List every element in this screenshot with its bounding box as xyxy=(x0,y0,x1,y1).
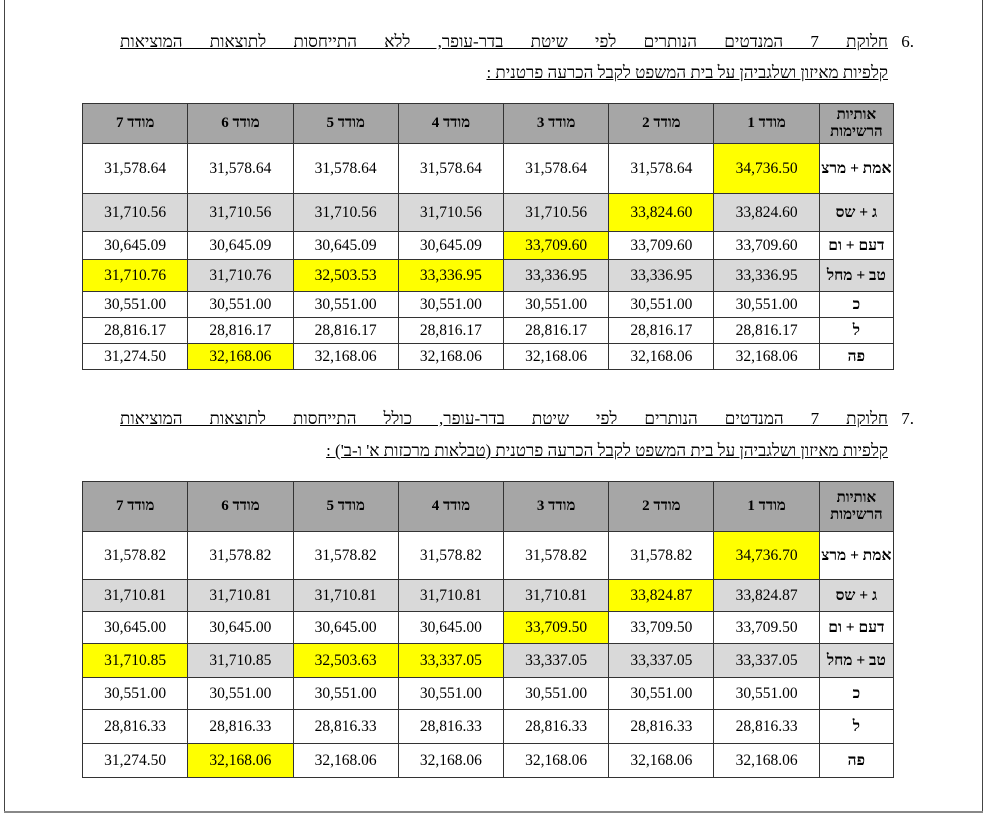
section-7-subtitle: קלפיות מאיזון ושלגביהן על בית המשפט לקבל הכרעה פרטנית (טבלאות מרכזות א' ו-ב') : xyxy=(326,441,888,460)
row-label: כ xyxy=(819,292,893,318)
table-cell: 31,578.64 xyxy=(398,144,503,194)
table-cell: 28,816.17 xyxy=(714,318,819,344)
row-label: טב + מחל xyxy=(819,260,893,292)
table-cell: 28,816.17 xyxy=(83,318,188,344)
table-cell: 31,710.56 xyxy=(188,194,293,232)
table-row xyxy=(83,532,894,580)
table-cell: 28,816.33 xyxy=(609,710,714,744)
table-cell: 30,645.09 xyxy=(188,232,293,260)
table-cell: 31,578.82 xyxy=(398,532,503,580)
table-cell: 31,578.64 xyxy=(188,144,293,194)
row-label: ל xyxy=(819,710,893,744)
table-cell: 28,816.33 xyxy=(398,710,503,744)
table-row xyxy=(83,644,894,678)
table-cell: 30,645.09 xyxy=(83,232,188,260)
table-cell: 30,551.00 xyxy=(188,292,293,318)
table-cell: 31,710.76 xyxy=(83,260,188,292)
table-row xyxy=(83,260,894,292)
table-cell: 33,709.60 xyxy=(609,232,714,260)
table-cell: 33,709.50 xyxy=(504,612,609,644)
column-header-surveyor-2: מודד 2 xyxy=(609,104,714,144)
table-cell: 28,816.33 xyxy=(714,710,819,744)
column-header-surveyor-4: מודד 4 xyxy=(398,104,503,144)
table-row xyxy=(83,710,894,744)
table-cell: 31,578.82 xyxy=(609,532,714,580)
table-cell: 31,274.50 xyxy=(83,344,188,370)
table-cell: 30,645.00 xyxy=(398,612,503,644)
table-cell: 34,736.70 xyxy=(714,532,819,580)
column-header-surveyor-1: מודד 1 xyxy=(714,104,819,144)
table-cell: 31,578.64 xyxy=(293,144,398,194)
table-cell: 30,551.00 xyxy=(293,292,398,318)
table-cell: 32,168.06 xyxy=(714,344,819,370)
table-cell: 31,578.64 xyxy=(504,144,609,194)
table-cell: 33,337.05 xyxy=(398,644,503,678)
table-cell: 32,168.06 xyxy=(188,744,293,778)
row-label: דעם + ום xyxy=(819,232,893,260)
row-label: ל xyxy=(819,318,893,344)
table-cell: 33,336.95 xyxy=(398,260,503,292)
table-cell: 31,710.81 xyxy=(188,580,293,612)
table-row xyxy=(83,194,894,232)
table-cell: 33,824.87 xyxy=(714,580,819,612)
table-cell: 33,337.05 xyxy=(504,644,609,678)
table-row xyxy=(83,144,894,194)
table-cell: 30,645.00 xyxy=(83,612,188,644)
row-label: אמת + מרצ xyxy=(819,144,893,194)
table-cell: 30,551.00 xyxy=(293,678,398,710)
section-7-heading xyxy=(120,409,914,429)
table-cell: 33,337.05 xyxy=(714,644,819,678)
table-cell: 28,816.33 xyxy=(83,710,188,744)
table-cell: 33,824.87 xyxy=(609,580,714,612)
table-cell: 30,551.00 xyxy=(609,678,714,710)
table-cell: 31,274.50 xyxy=(83,744,188,778)
row-label: טב + מחל xyxy=(819,644,893,678)
bottom-divider xyxy=(4,811,983,813)
column-header-surveyor-6: מודד 6 xyxy=(188,482,293,532)
table-cell: 28,816.33 xyxy=(504,710,609,744)
column-header-surveyor-5: מודד 5 xyxy=(293,104,398,144)
table-cell: 33,709.50 xyxy=(714,612,819,644)
table-cell: 32,168.06 xyxy=(293,344,398,370)
table-row xyxy=(83,232,894,260)
table-cell: 31,578.64 xyxy=(609,144,714,194)
table-cell: 28,816.17 xyxy=(398,318,503,344)
table-cell: 30,551.00 xyxy=(83,292,188,318)
row-label: פה xyxy=(819,344,893,370)
section-7-table xyxy=(82,481,894,778)
row-label: כ xyxy=(819,678,893,710)
table-cell: 31,710.56 xyxy=(293,194,398,232)
table-cell: 32,503.53 xyxy=(293,260,398,292)
row-label: פה xyxy=(819,744,893,778)
table-cell: 30,645.09 xyxy=(398,232,503,260)
section-7-title: חלוקת 7 המנדטים הנותרים לפי שיטת בדר-עופר, כולל התייחסות לתוצאות המוציאות xyxy=(120,409,888,428)
table-cell: 28,816.17 xyxy=(504,318,609,344)
table-cell: 33,337.05 xyxy=(609,644,714,678)
table-cell: 33,336.95 xyxy=(504,260,609,292)
table-cell: 33,824.60 xyxy=(609,194,714,232)
table-cell: 30,551.00 xyxy=(83,678,188,710)
column-header-surveyor-7: מודד 7 xyxy=(83,482,188,532)
table-cell: 28,816.17 xyxy=(609,318,714,344)
table-cell: 31,710.81 xyxy=(398,580,503,612)
table-cell: 30,551.00 xyxy=(714,678,819,710)
table-cell: 31,710.56 xyxy=(398,194,503,232)
column-header-surveyor-1: מודד 1 xyxy=(714,482,819,532)
table-cell: 30,551.00 xyxy=(504,292,609,318)
column-header-surveyor-6: מודד 6 xyxy=(188,104,293,144)
row-label: ג + שס xyxy=(819,580,893,612)
table-cell: 30,645.09 xyxy=(293,232,398,260)
row-label: דעם + ום xyxy=(819,612,893,644)
table-cell: 30,551.00 xyxy=(398,678,503,710)
table-row xyxy=(83,612,894,644)
table-row xyxy=(83,344,894,370)
column-header-surveyor-2: מודד 2 xyxy=(609,482,714,532)
table-row xyxy=(83,678,894,710)
table-cell: 33,709.60 xyxy=(714,232,819,260)
table-cell: 32,503.63 xyxy=(293,644,398,678)
column-header-surveyor-3: מודד 3 xyxy=(504,104,609,144)
column-header-surveyor-5: מודד 5 xyxy=(293,482,398,532)
column-header-surveyor-3: מודד 3 xyxy=(504,482,609,532)
table-cell: 32,168.06 xyxy=(188,344,293,370)
table-header-row xyxy=(83,104,894,144)
column-header-surveyor-7: מודד 7 xyxy=(83,104,188,144)
table-row xyxy=(83,318,894,344)
table-cell: 28,816.17 xyxy=(188,318,293,344)
table-cell: 31,578.82 xyxy=(504,532,609,580)
table-cell: 31,578.82 xyxy=(188,532,293,580)
table-cell: 31,578.82 xyxy=(293,532,398,580)
table-cell: 33,824.60 xyxy=(714,194,819,232)
table-cell: 31,578.82 xyxy=(83,532,188,580)
table-cell: 30,551.00 xyxy=(609,292,714,318)
table-cell: 28,816.33 xyxy=(293,710,398,744)
table-cell: 33,336.95 xyxy=(609,260,714,292)
section-6-title: חלוקת 7 המנדטים הנותרים לפי שיטת בדר-עופר, ללא התייחסות לתוצאות המוציאות xyxy=(120,32,888,51)
section-6-table xyxy=(82,103,894,370)
table-cell: 31,710.81 xyxy=(83,580,188,612)
table-cell: 32,168.06 xyxy=(609,744,714,778)
table-cell: 32,168.06 xyxy=(398,344,503,370)
table-cell: 31,710.56 xyxy=(504,194,609,232)
table-cell: 33,336.95 xyxy=(714,260,819,292)
table-cell: 31,710.81 xyxy=(293,580,398,612)
table-cell: 32,168.06 xyxy=(504,744,609,778)
table-cell: 32,168.06 xyxy=(398,744,503,778)
table-cell: 31,578.64 xyxy=(83,144,188,194)
table-cell: 31,710.81 xyxy=(504,580,609,612)
table-cell: 30,551.00 xyxy=(714,292,819,318)
table-cell: 32,168.06 xyxy=(293,744,398,778)
table-row xyxy=(83,580,894,612)
section-7-number: 7. xyxy=(901,409,914,428)
table-cell: 31,710.76 xyxy=(188,260,293,292)
table-cell: 30,551.00 xyxy=(188,678,293,710)
table-cell: 30,551.00 xyxy=(504,678,609,710)
column-header-lists: אותיות הרשימות xyxy=(819,482,893,532)
table-cell: 30,645.00 xyxy=(188,612,293,644)
table-cell: 30,645.00 xyxy=(293,612,398,644)
table-cell: 28,816.17 xyxy=(293,318,398,344)
table-cell: 30,551.00 xyxy=(398,292,503,318)
column-header-surveyor-4: מודד 4 xyxy=(398,482,503,532)
table-cell: 28,816.33 xyxy=(188,710,293,744)
table-cell: 33,709.50 xyxy=(609,612,714,644)
table-cell: 31,710.85 xyxy=(83,644,188,678)
table-cell: 34,736.50 xyxy=(714,144,819,194)
section-6-heading xyxy=(120,32,914,52)
table-cell: 31,710.85 xyxy=(188,644,293,678)
table-cell: 31,710.56 xyxy=(83,194,188,232)
table-row xyxy=(83,292,894,318)
table-cell: 32,168.06 xyxy=(609,344,714,370)
table-row xyxy=(83,744,894,778)
table-cell: 33,709.60 xyxy=(504,232,609,260)
row-label: אמת + מרצ xyxy=(819,532,893,580)
section-6-subtitle: קלפיות מאיזון ושלגביהן על בית המשפט לקבל הכרעה פרטנית : xyxy=(486,63,888,82)
table-header-row xyxy=(83,482,894,532)
section-6-number: 6. xyxy=(901,32,914,51)
row-label: ג + שס xyxy=(819,194,893,232)
column-header-lists: אותיות הרשימות xyxy=(819,104,893,144)
table-cell: 32,168.06 xyxy=(714,744,819,778)
table-cell: 32,168.06 xyxy=(504,344,609,370)
